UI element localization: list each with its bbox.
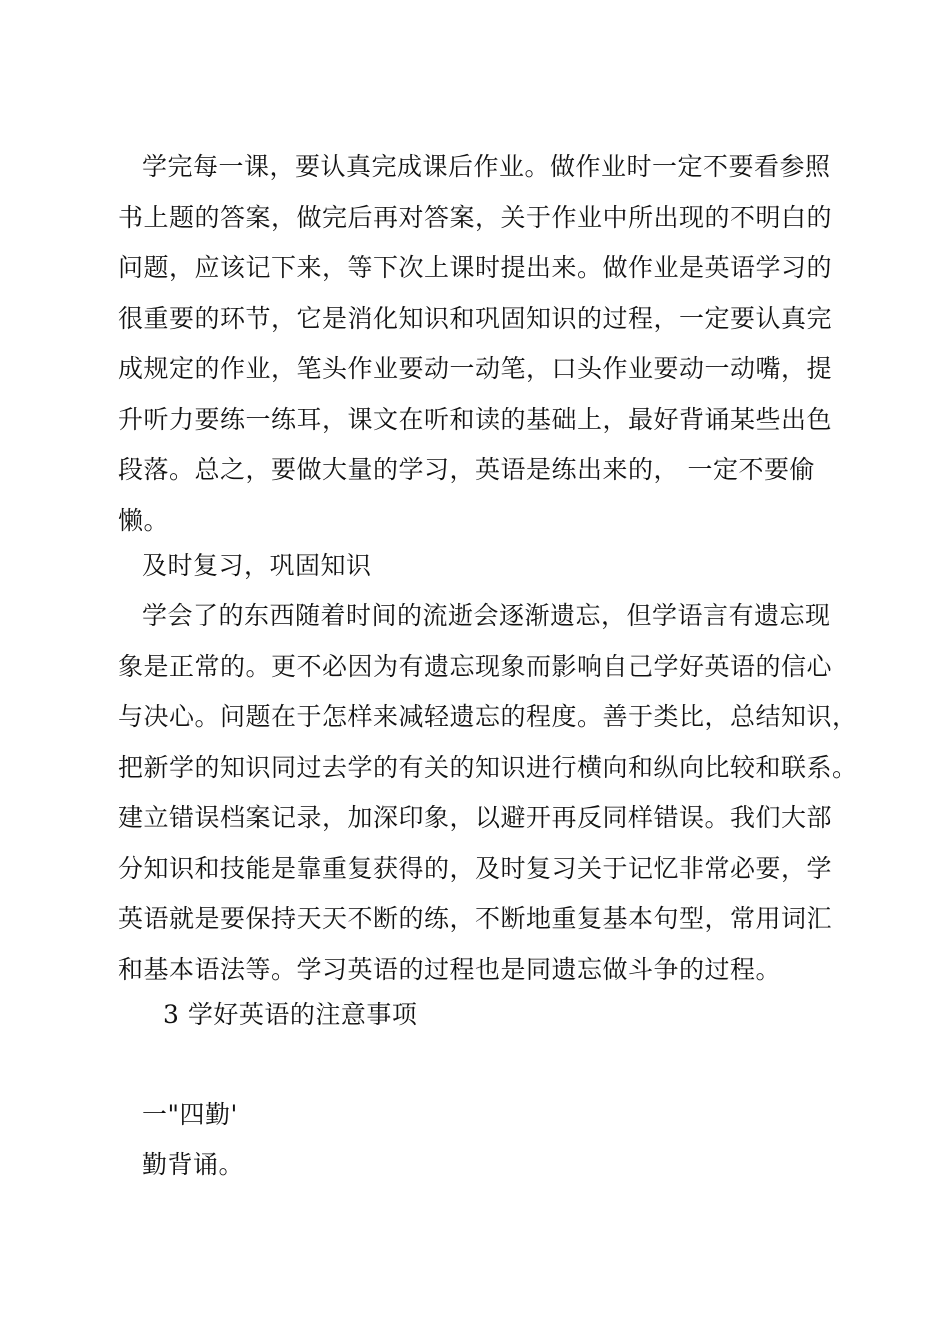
text-line: 很重要的环节，它是消化知识和巩固知识的过程，一定要认真完 (118, 303, 833, 333)
list-item-text: 勤背诵。 (142, 1150, 245, 1179)
paragraph-homework (118, 142, 838, 546)
text-line: 学会了的东西随着时间的流逝会逐渐遗忘，但学语言有遗忘现 (142, 601, 831, 630)
subheading (118, 1090, 838, 1141)
text-line: 象是正常的。更不必因为有遗忘现象而影响自己学好英语的信心 (118, 651, 833, 681)
subheading-text: 一"四勤' (142, 1100, 238, 1129)
text-line: 书上题的答案，做完后再对答案，关于作业中所出现的不明白的 (118, 202, 833, 232)
text-line: 建立错误档案记录，加深印象，以避开再反同样错误。我们大部 (118, 803, 833, 832)
text-line: 学完每一课，要认真完成课后作业。做作业时一定不要看参照 (142, 152, 831, 181)
text-line: 把新学的知识同过去学的有关的知识进行横向和纵向比较和联系。 (118, 752, 858, 782)
text-line: 与决心。问题在于怎样来减轻遗忘的程度。善于类比，总结知识， (118, 702, 858, 731)
heading-review (118, 541, 838, 592)
heading-text: 及时复习，巩固知识 (142, 551, 372, 580)
text-line: 英语就是要保持天天不断的练，不断地重复基本句型，常用词汇 (118, 904, 833, 933)
text-line: 段落。总之，要做大量的学习，英语是练出来的， 一定不要偷 (118, 455, 815, 484)
list-item (118, 1140, 838, 1191)
text-line: 和基本语法等。学习英语的过程也是同遗忘做斗争的过程。 (118, 954, 782, 984)
text-line: 分知识和技能是靠重复获得的，及时复习关于记忆非常必要，学 (118, 853, 833, 883)
section-heading-text: 3 学好英语的注意事项 (163, 1000, 418, 1029)
text-line: 成规定的作业，笔头作业要动一动笔，口头作业要动一动嘴，提 (118, 354, 833, 383)
text-line: 升听力要练一练耳，课文在听和读的基础上，最好背诵某些出色 (118, 404, 833, 434)
text-line: 懒。 (118, 505, 170, 535)
text-line: 问题，应该记下来，等下次上课时提出来。做作业是英语学习的 (118, 253, 833, 282)
section-heading (163, 990, 883, 1041)
paragraph-review (118, 591, 858, 995)
